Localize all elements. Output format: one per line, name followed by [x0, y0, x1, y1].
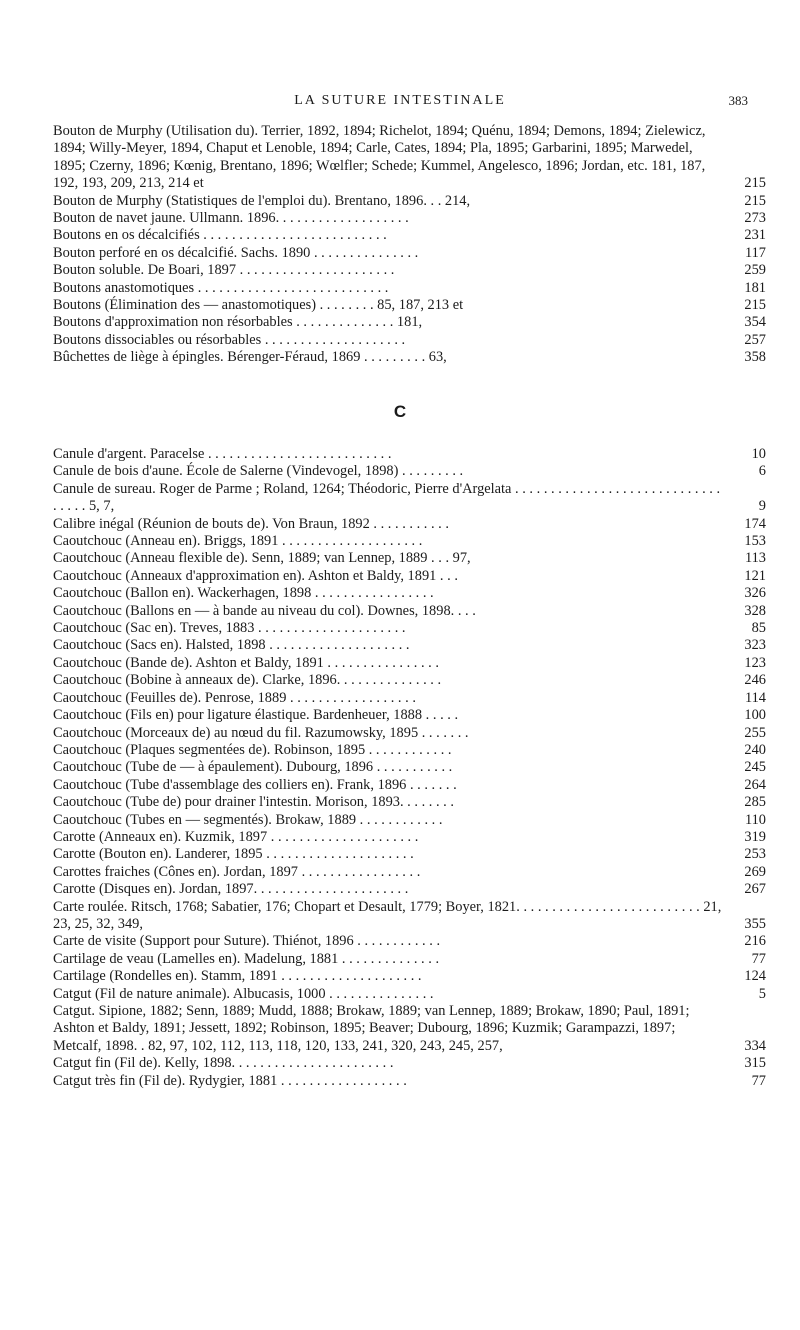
entry-text: Caoutchouc (Anneau en). Briggs, 1891 . . . . . . . . . . . . . . . . . . . . [53, 533, 423, 550]
index-entry [53, 193, 766, 210]
entry-text: Canule d'argent. Paracelse . . . . . . . . . . . . . . . . . . . . . . . . . . [53, 446, 392, 462]
entry-page-ref: 9 [758, 498, 766, 515]
index-entry [53, 245, 766, 262]
entry-text: Bouton perforé en os décalcifié. Sachs. 1890 . . . . . . . . . . . . . . . [53, 244, 419, 261]
entry-page-ref: 6 [758, 463, 766, 480]
index-entry [53, 881, 766, 898]
entry-text: Carottes fraiches (Cônes en). Jordan, 1897 . . . . . . . . . . . . . . . . . [53, 863, 421, 880]
entry-text: Catgut. Sipione, 1882; Senn, 1889; Mudd, 1888; Brokaw, 1889; van Lennep, 1889; Brokaw, 1890; Paul, 1891; Ashton et Baldy, 1891; Jessett, 1892; Robinson, 1895; Beaver; Dubourg, 1896; Kuzmik; Garampazzi, 1897; Metcalf, 1898. . 82, 97, 102, 112, 113, 118, 120, 133, 241, 320, 243, 245, 257, [53, 1003, 690, 1054]
index-entry [53, 707, 766, 724]
index-entry [53, 672, 766, 689]
entry-text: Caoutchouc (Sacs en). Halsted, 1898 . . . . . . . . . . . . . . . . . . . . [53, 637, 410, 654]
page-number: 383 [728, 93, 748, 108]
entry-page-ref: 240 [744, 741, 766, 758]
entry-page-ref: 269 [744, 863, 766, 880]
index-entry [53, 603, 766, 620]
entry-text: Caoutchouc (Fils en) pour ligature élastique. Bardenheuer, 1888 . . . . . [53, 707, 459, 724]
entry-text: Boutons anastomotiques . . . . . . . . . . . . . . . . . . . . . . . . . . . [53, 279, 389, 296]
entry-text: Caoutchouc (Feuilles de). Penrose, 1889 . . . . . . . . . . . . . . . . . . [53, 689, 416, 706]
entry-page-ref: 77 [751, 950, 766, 967]
entry-text: Caoutchouc (Ballons en — à bande au niveau du col). Downes, 1898. . . . [53, 602, 476, 619]
index-entry [53, 968, 766, 985]
entry-text: Caoutchouc (Bobine à anneaux de). Clarke, 1896. . . . . . . . . . . . . . . [53, 672, 442, 689]
entry-page-ref: 358 [744, 349, 766, 366]
index-entry [53, 846, 766, 863]
entry-page-ref: 255 [744, 724, 766, 741]
entry-text: Caoutchouc (Ballon en). Wackerhagen, 1898 . . . . . . . . . . . . . . . . . [53, 585, 434, 602]
entry-text: Caoutchouc (Tube de) pour drainer l'intestin. Morison, 1893. . . . . . . . [53, 794, 454, 811]
index-entry [53, 280, 766, 297]
entry-page-ref: 123 [744, 654, 766, 671]
entry-page-ref: 216 [744, 933, 766, 950]
entry-page-ref: 231 [744, 227, 766, 244]
entry-page-ref: 334 [744, 1037, 766, 1054]
entry-page-ref: 245 [744, 759, 766, 776]
index-entry [53, 463, 766, 480]
entry-page-ref: 328 [744, 602, 766, 619]
entry-text: Catgut (Fil de nature animale). Albucasis, 1000 . . . . . . . . . . . . . . . [53, 985, 434, 1002]
entry-page-ref: 110 [744, 811, 766, 828]
entry-page-ref: 215 [744, 175, 766, 192]
entry-page-ref: 85 [751, 620, 766, 637]
entry-page-ref: 273 [744, 210, 766, 227]
index-section-c [53, 446, 766, 1090]
entry-text: Canule de sureau. Roger de Parme ; Roland, 1264; Théodoric, Pierre d'Argelata . . . . . . . . . . . . . . . . . . . . . . . . . . . . . . . . . . 5, 7, [53, 480, 721, 515]
index-entry [53, 550, 766, 567]
index-entry [53, 1003, 766, 1055]
index-entry [53, 637, 766, 654]
entry-text: Bouton de Murphy (Utilisation du). Terrier, 1892, 1894; Richelot, 1894; Quénu, 1894; Demons, 1894; Zielewicz, 1894; Willy-Meyer, 1894, Chaput et Lenoble, 1894; Carle, Cates, 1894; Pla, 1895; Garbarini, 1895; Marwedel, 1895; Czerny, 1896; Kœnig, Brentano, 1896; Wœlfler; Schede; Kummel, Angelesco, 1896; Jordan, etc. 181, 187, 192, 193, 209, 213, 214 et [53, 123, 706, 192]
index-entry [53, 690, 766, 707]
entry-text: Caoutchouc (Morceaux de) au nœud du fil. Razumowsky, 1895 . . . . . . . [53, 724, 469, 741]
index-entry [53, 481, 766, 516]
index-entry [53, 620, 766, 637]
index-entry [53, 951, 766, 968]
entry-page-ref: 181 [744, 279, 766, 296]
entry-page-ref: 323 [744, 637, 766, 654]
entry-page-ref: 253 [744, 846, 766, 863]
index-entry [53, 899, 766, 934]
entry-text: Carotte (Bouton en). Landerer, 1895 . . . . . . . . . . . . . . . . . . . . . [53, 846, 414, 863]
entry-page-ref: 285 [744, 794, 766, 811]
entry-text: Caoutchouc (Bande de). Ashton et Baldy, 1891 . . . . . . . . . . . . . . . . [53, 654, 439, 671]
index-entry [53, 568, 766, 585]
index-entry [53, 1055, 766, 1072]
entry-text: Bûchettes de liège à épingles. Bérenger-Féraud, 1869 . . . . . . . . . 63, [53, 349, 447, 366]
entry-text: Caoutchouc (Sac en). Treves, 1883 . . . . . . . . . . . . . . . . . . . . . [53, 620, 406, 637]
index-entry [53, 933, 766, 950]
index-entry [53, 1073, 766, 1090]
running-title: LA SUTURE INTESTINALE [294, 93, 506, 108]
entry-page-ref: 215 [744, 297, 766, 314]
entry-page-ref: 153 [744, 533, 766, 550]
index-entry [53, 742, 766, 759]
entry-page-ref: 114 [744, 689, 766, 706]
entry-page-ref: 264 [744, 776, 766, 793]
entry-page-ref: 10 [751, 446, 766, 462]
entry-page-ref: 246 [744, 672, 766, 689]
entry-text: Caoutchouc (Tubes en — segmentés). Brokaw, 1889 . . . . . . . . . . . . [53, 811, 443, 828]
entry-text: Bouton soluble. De Boari, 1897 . . . . . . . . . . . . . . . . . . . . . . [53, 262, 395, 279]
index-entry [53, 297, 766, 314]
entry-page-ref: 113 [744, 550, 766, 567]
entry-text: Bouton de Murphy (Statistiques de l'emploi du). Brentano, 1896. . . 214, [53, 192, 471, 209]
entry-text: Carotte (Disques en). Jordan, 1897. . . . . . . . . . . . . . . . . . . . . . [53, 881, 409, 898]
index-entry [53, 123, 766, 193]
index-entry [53, 332, 766, 349]
entry-page-ref: 259 [744, 262, 766, 279]
entry-page-ref: 117 [744, 244, 766, 261]
index-entry [53, 829, 766, 846]
index-entry [53, 314, 766, 331]
entry-text: Cartilage (Rondelles en). Stamm, 1891 . . . . . . . . . . . . . . . . . . . . [53, 968, 422, 985]
entry-text: Cartilage de veau (Lamelles en). Madelung, 1881 . . . . . . . . . . . . . . [53, 950, 440, 967]
entry-text: Boutons d'approximation non résorbables . . . . . . . . . . . . . . 181, [53, 314, 423, 331]
entry-text: Boutons en os décalcifiés . . . . . . . . . . . . . . . . . . . . . . . . . . [53, 227, 387, 244]
index-entry [53, 725, 766, 742]
entry-text: Catgut fin (Fil de). Kelly, 1898. . . . . . . . . . . . . . . . . . . . . . . [53, 1055, 394, 1072]
entry-page-ref: 315 [744, 1055, 766, 1072]
index-entry [53, 864, 766, 881]
entry-page-ref: 326 [744, 585, 766, 602]
entry-text: Caoutchouc (Plaques segmentées de). Robinson, 1895 . . . . . . . . . . . . [53, 741, 452, 758]
entry-text: Boutons (Élimination des — anastomotiques) . . . . . . . . 85, 187, 213 et [53, 297, 464, 314]
index-entry [53, 585, 766, 602]
index-entry [53, 446, 766, 463]
index-entry [53, 777, 766, 794]
entry-text: Caoutchouc (Tube de — à épaulement). Dubourg, 1896 . . . . . . . . . . . [53, 759, 453, 776]
entry-text: Carte roulée. Ritsch, 1768; Sabatier, 176; Chopart et Desault, 1779; Boyer, 1821. . . . . . . . . . . . . . . . . . . . . . . . . . 21, 23, 25, 32, 349, [53, 898, 722, 932]
entry-page-ref: 319 [744, 828, 766, 845]
index-entry [53, 986, 766, 1003]
entry-page-ref: 354 [744, 314, 766, 331]
entry-text: Caoutchouc (Anneaux d'approximation en). Ashton et Baldy, 1891 . . . [53, 567, 458, 584]
entry-text: Canule de bois d'aune. École de Salerne (Vindevogel, 1898) . . . . . . . . . [53, 463, 464, 480]
entry-text: Carotte (Anneaux en). Kuzmik, 1897 . . . . . . . . . . . . . . . . . . . . . [53, 828, 419, 845]
entry-page-ref: 174 [744, 515, 766, 532]
index-entry [53, 210, 766, 227]
index-section-b [53, 123, 766, 367]
index-entry [53, 812, 766, 829]
entry-page-ref: 124 [744, 968, 766, 985]
entry-text: Calibre inégal (Réunion de bouts de). Von Braun, 1892 . . . . . . . . . . . [53, 515, 449, 532]
section-letter-c: C [393, 402, 407, 421]
index-entry [53, 655, 766, 672]
entry-page-ref: 121 [744, 567, 766, 584]
entry-text: Carte de visite (Support pour Suture). Thiénot, 1896 . . . . . . . . . . . . [53, 933, 441, 950]
index-entry [53, 759, 766, 776]
entry-page-ref: 5 [758, 985, 766, 1002]
entry-page-ref: 267 [744, 881, 766, 898]
index-entry [53, 227, 766, 244]
entry-text: Catgut très fin (Fil de). Rydygier, 1881 . . . . . . . . . . . . . . . . . . [53, 1072, 407, 1089]
index-entry [53, 516, 766, 533]
entry-page-ref: 257 [744, 331, 766, 348]
index-entry [53, 794, 766, 811]
running-header [0, 93, 800, 117]
entry-page-ref: 77 [751, 1072, 766, 1089]
entry-page-ref: 215 [744, 192, 766, 209]
entry-text: Boutons dissociables ou résorbables . . . . . . . . . . . . . . . . . . . . [53, 331, 406, 348]
index-entry [53, 533, 766, 550]
entry-text: Caoutchouc (Tube d'assemblage des colliers en). Frank, 1896 . . . . . . . [53, 776, 457, 793]
entry-page-ref: 100 [744, 707, 766, 724]
entry-page-ref: 355 [744, 915, 766, 932]
entry-text: Bouton de navet jaune. Ullmann. 1896. . . . . . . . . . . . . . . . . . . [53, 210, 409, 227]
index-entry [53, 349, 766, 366]
entry-text: Caoutchouc (Anneau flexible de). Senn, 1889; van Lennep, 1889 . . . 97, [53, 550, 471, 567]
index-entry [53, 262, 766, 279]
